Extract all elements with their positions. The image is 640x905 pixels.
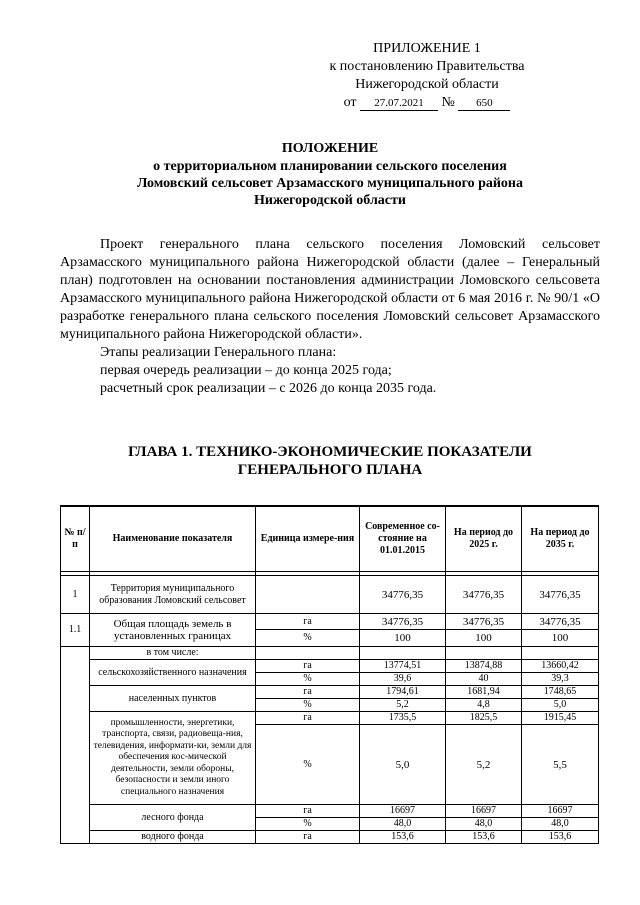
col-2035-header: На период до 2035 г. [522, 506, 599, 572]
row-2025: 5,2 [446, 725, 522, 805]
table-row [61, 805, 599, 818]
row-name: сельскохозяйственного назначения [90, 660, 256, 686]
row-current: 5,2 [360, 699, 446, 712]
row-2025: 40 [446, 673, 522, 686]
row-2035: 13660,42 [522, 660, 599, 673]
row-2035: 34776,35 [522, 576, 599, 614]
row-2025: 4,8 [446, 699, 522, 712]
decree-date: 27.07.2021 [360, 97, 438, 111]
table-header-row [61, 506, 599, 572]
row-num: 1 [61, 576, 90, 614]
appendix-line2: к постановлению Правительства [329, 59, 525, 74]
row-current: 48,0 [360, 818, 446, 831]
row-unit: га [256, 805, 360, 818]
row-name: лесного фонда [90, 805, 256, 831]
row-unit: га [256, 712, 360, 725]
indicators-table [60, 505, 599, 844]
row-unit: га [256, 831, 360, 844]
row-unit: % [256, 673, 360, 686]
table-row [61, 686, 599, 699]
chapter-line1: ГЛАВА 1. ТЕХНИКО-ЭКОНОМИЧЕСКИЕ ПОКАЗАТЕЛИ [128, 444, 532, 460]
row-2025: 153,6 [446, 831, 522, 844]
table-row [61, 614, 599, 630]
row-2035: 16697 [522, 805, 599, 818]
appendix-date-line [307, 94, 547, 112]
col-2025-header: На период до 2025 г. [446, 506, 522, 572]
row-current: 100 [360, 630, 446, 647]
table-row [61, 831, 599, 844]
row-num: 1.1 [61, 614, 90, 647]
row-unit: % [256, 630, 360, 647]
row-name: промышленности, энергетики, транспорта, связи, радиовеща-ния, телевидения, информати-ки, земли для обеспечения кос-мической деятельности, земли обороны, безопасности и земли иного специального назначения [90, 712, 256, 805]
row-name: водного фонда [90, 831, 256, 844]
stage-first: первая очередь реализации – до конца 2025 года; [100, 363, 392, 378]
row-2025: 100 [446, 630, 522, 647]
row-current: 39,6 [360, 673, 446, 686]
number-label: № [441, 95, 455, 110]
appendix-block [307, 40, 547, 112]
row-unit: га [256, 686, 360, 699]
col-num-header: № п/п [61, 506, 90, 572]
row-2035: 5,0 [522, 699, 599, 712]
intro-paragraph: Проект генерального плана сельского поселения Ломовский сельсовет Арзамасского муниципального района Нижегородской области (далее – Генеральный план) подготовлен на основании постановления администрации Ломовского сельсовета Арзамасского муниципального района Нижегородской области от 6 мая 2016 г. № 90/1 «О разработке генерального плана сельского поселения Ломовский сельсовет Арзамасского муниципального района Нижегородской области». [60, 237, 600, 342]
row-unit: га [256, 614, 360, 630]
stage-final: расчетный срок реализации – с 2026 до конца 2035 года. [100, 381, 437, 396]
col-name-header: Наименование показателя [90, 506, 256, 572]
row-current: 5,0 [360, 725, 446, 805]
row-2025: 34776,35 [446, 614, 522, 630]
chapter-title [60, 443, 600, 479]
table-row [61, 576, 599, 614]
table-row [61, 660, 599, 673]
row-name: населенных пунктов [90, 686, 256, 712]
row-2035: 153,6 [522, 831, 599, 844]
intro-text [60, 236, 600, 398]
appendix-title: ПРИЛОЖЕНИЕ 1 [373, 41, 481, 56]
row-2035: 34776,35 [522, 614, 599, 630]
col-current-header: Современное со-стояние на 01.01.2015 [360, 506, 446, 572]
row-current: 13774,51 [360, 660, 446, 673]
row-2035: 100 [522, 630, 599, 647]
doc-subtitle-1: о территориальном планировании сельского поселения [153, 159, 507, 174]
row-unit: % [256, 725, 360, 805]
row-2025: 34776,35 [446, 576, 522, 614]
table-row [61, 712, 599, 725]
chapter-line2: ГЕНЕРАЛЬНОГО ПЛАНА [237, 462, 423, 478]
row-current: 34776,35 [360, 576, 446, 614]
decree-number: 650 [458, 97, 510, 111]
appendix-line3: Нижегородской области [355, 77, 499, 92]
row-name: Общая площадь земель в установленных границах [90, 614, 256, 647]
row-2035: 5,5 [522, 725, 599, 805]
col-unit-header: Единица измере-ния [256, 506, 360, 572]
row-2035: 1915,45 [522, 712, 599, 725]
doc-subtitle-3: Нижегородской области [254, 193, 406, 208]
stages-heading: Этапы реализации Генерального плана: [100, 345, 337, 360]
row-current: 16697 [360, 805, 446, 818]
row-unit [256, 576, 360, 614]
doc-subtitle-2: Ломовский сельсовет Арзамасского муниципального района [136, 176, 524, 191]
row-current: 1735,5 [360, 712, 446, 725]
including-label: в том числе: [90, 647, 256, 660]
row-num [61, 647, 90, 844]
row-2035: 1748,65 [522, 686, 599, 699]
from-label: от [343, 95, 357, 110]
row-2035: 39,3 [522, 673, 599, 686]
row-name: Территория муниципального образования Ломовский сельсовет [90, 576, 256, 614]
row-current: 153,6 [360, 831, 446, 844]
row-2025: 1825,5 [446, 712, 522, 725]
row-unit: % [256, 699, 360, 712]
row-2035: 48,0 [522, 818, 599, 831]
table-row [61, 647, 599, 660]
row-2025: 16697 [446, 805, 522, 818]
row-unit: га [256, 660, 360, 673]
row-2025: 1681,94 [446, 686, 522, 699]
row-current: 1794,61 [360, 686, 446, 699]
row-2025: 48,0 [446, 818, 522, 831]
row-2025: 13874,88 [446, 660, 522, 673]
doc-title: ПОЛОЖЕНИЕ [281, 141, 379, 156]
row-unit: % [256, 818, 360, 831]
row-current: 34776,35 [360, 614, 446, 630]
